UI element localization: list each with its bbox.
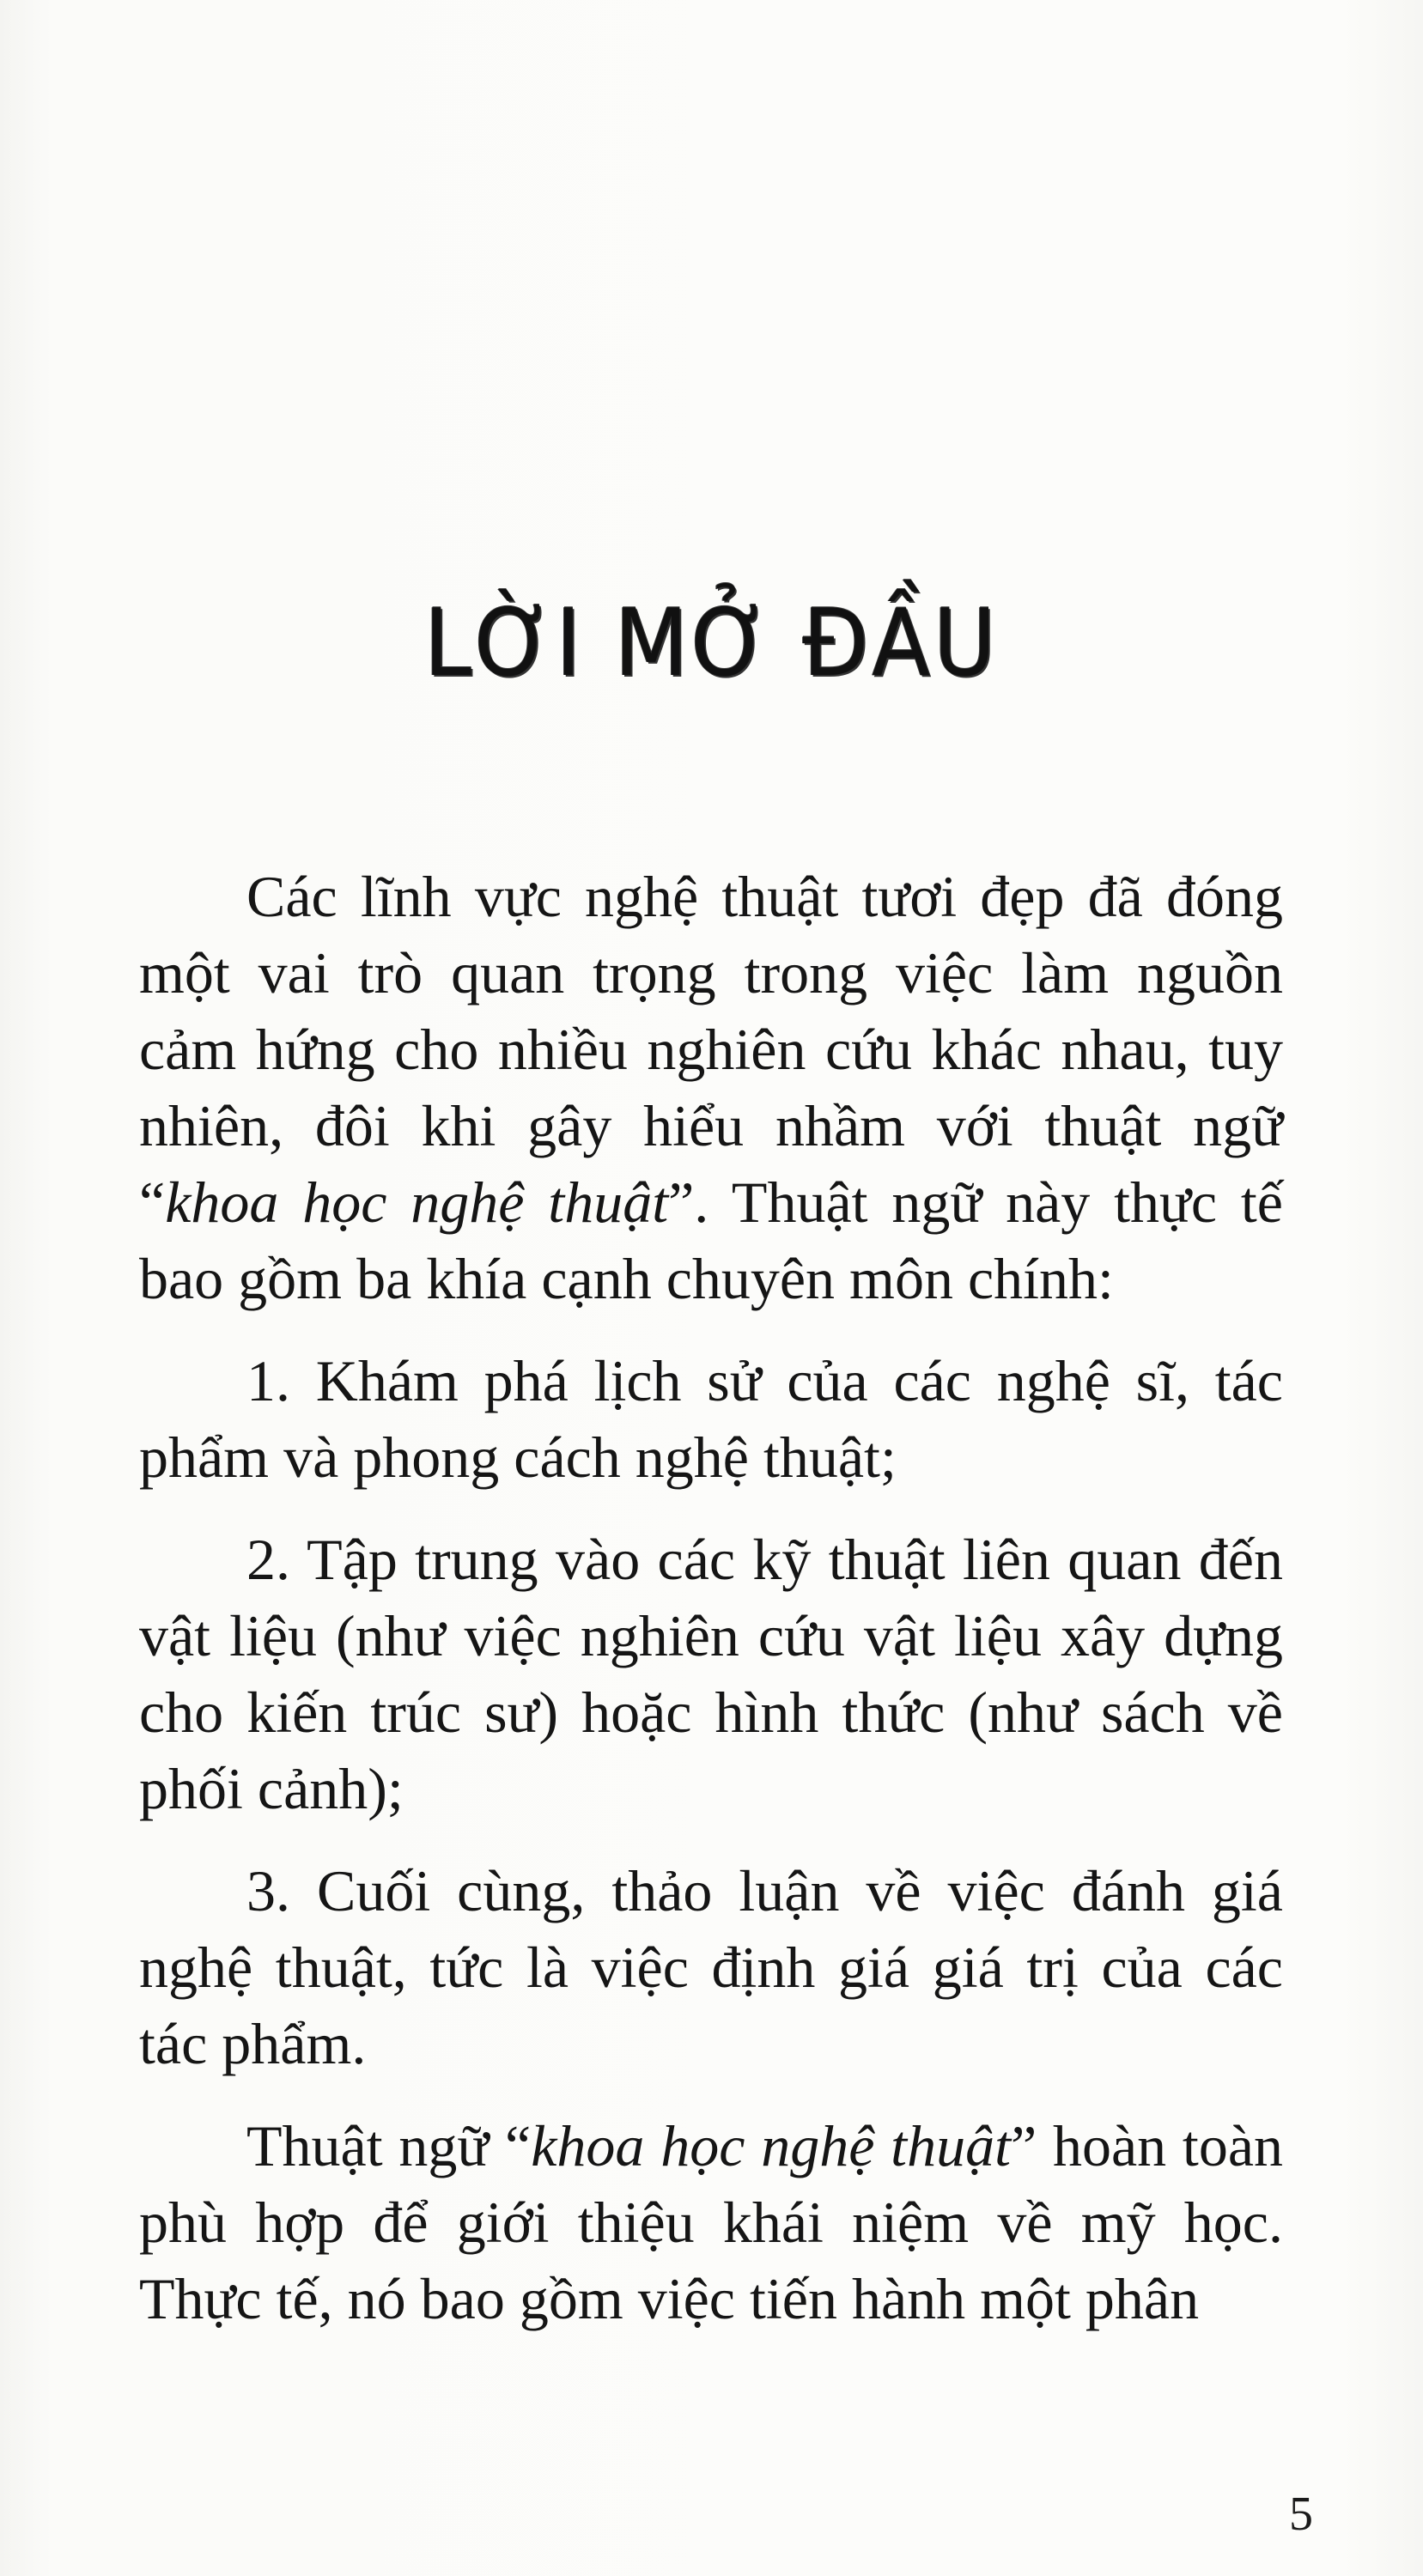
term-khoa-hoc-nghe-thuat-2: khoa học nghệ thuật bbox=[531, 2113, 1011, 2178]
list-item-1: 1. Khám phá lịch sử của các nghệ sĩ, tác phẩm và phong cách nghệ thuật; bbox=[139, 1348, 1283, 1490]
list-item-3: 3. Cuối cùng, thảo luận về việc đánh giá nghệ thuật, tức là việc định giá giá trị của các tác phẩm. bbox=[139, 1858, 1283, 2076]
list-item-2: 2. Tập trung vào các kỹ thuật liên quan đến vật liệu (như việc nghiên cứu vật liệu xây dựng cho kiến trúc sư) hoặc hình thức (như sách về phối cảnh); bbox=[139, 1527, 1283, 1821]
body-text bbox=[139, 859, 1283, 2361]
paragraph-closing-text-end: ” hoàn toàn phù hợp để giới thiệu khái niệm về mỹ học. Thực tế, nó bao gồm việc tiến hành một phân bbox=[139, 2113, 1283, 2331]
paragraph-closing bbox=[139, 2108, 1283, 2337]
paragraph-intro bbox=[139, 859, 1283, 1317]
paragraph-intro-text: Các lĩnh vực nghệ thuật tươi đẹp đã đóng một vai trò quan trọng trong việc làm nguồn cảm hứng cho nhiều nghiên cứu khác nhau, tuy nhiên, đôi khi gây hiểu nhầm với thuật ngữ “ bbox=[139, 864, 1283, 1235]
page-number: 5 bbox=[1289, 2488, 1313, 2541]
page-title: LỜI MỞ ĐẦU bbox=[423, 590, 1000, 697]
paragraph-closing-text: Thuật ngữ “ bbox=[246, 2113, 532, 2178]
term-khoa-hoc-nghe-thuat: khoa học nghệ thuật bbox=[165, 1170, 669, 1235]
paragraph-intro-text-end: ”. Thuật ngữ này thực tế bao gồm ba khía cạnh chuyên môn chính: bbox=[139, 1170, 1283, 1311]
